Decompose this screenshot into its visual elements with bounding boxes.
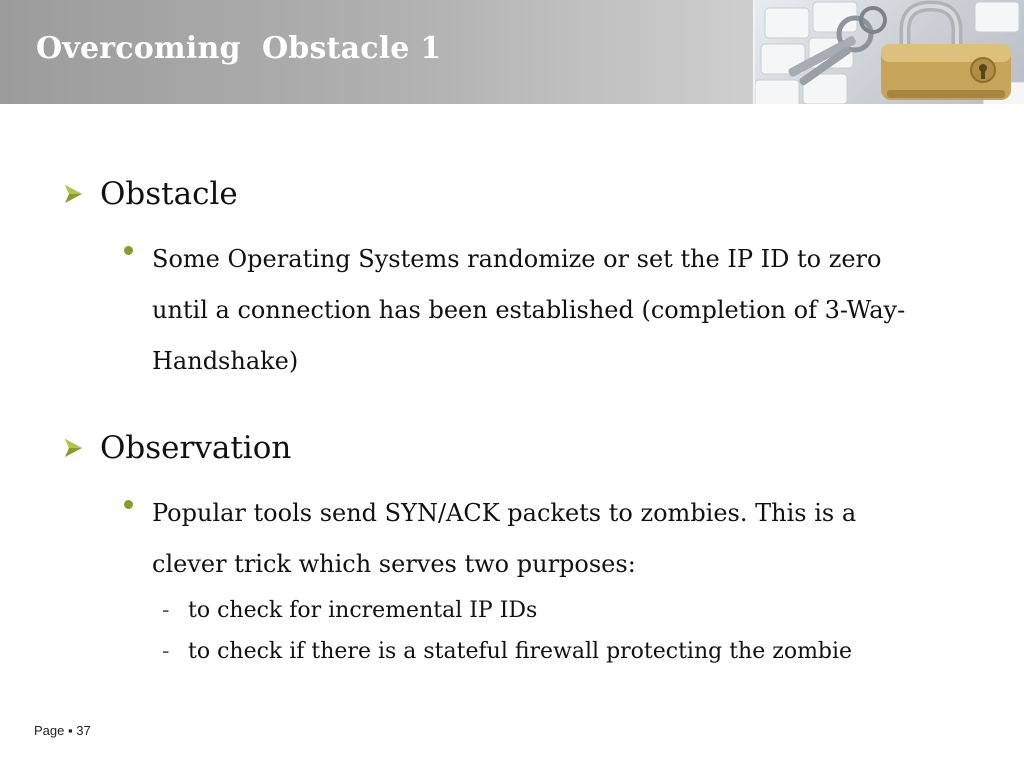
section-observation: [62, 430, 291, 466]
bullet-text: Popular tools send SYN/ACK packets to zombies. This is a clever trick which serves two purposes:: [152, 499, 857, 578]
section-heading: Obstacle: [100, 176, 238, 212]
page-number: 37: [76, 723, 91, 738]
dash-bullet-icon: -: [162, 598, 170, 623]
dash-bullet-icon: -: [162, 639, 170, 664]
bullet-item: [120, 488, 940, 590]
page-label: Page: [34, 723, 65, 738]
page-footer: [34, 723, 91, 738]
sub-bullet-text: to check if there is a stateful firewall protecting the zombie: [188, 639, 853, 664]
arrow-bullet-icon: [62, 437, 84, 459]
sub-bullet-text: to check for incremental IP IDs: [188, 598, 538, 623]
slide-title: Overcoming Obstacle 1: [36, 31, 442, 66]
section-obstacle: [62, 176, 238, 212]
sub-bullet-item: [162, 598, 537, 623]
bullet-item: [120, 234, 940, 387]
arrow-bullet-icon: [62, 183, 84, 205]
bullet-dot-icon: [124, 500, 133, 509]
sub-bullet-item: [162, 639, 852, 664]
footer-separator: ▪: [68, 723, 73, 738]
bullet-text: Some Operating Systems randomize or set the IP ID to zero until a connection has been established (completion of 3-Way-Handshake): [152, 245, 906, 375]
bullet-dot-icon: [124, 246, 133, 255]
section-heading: Observation: [100, 430, 292, 466]
